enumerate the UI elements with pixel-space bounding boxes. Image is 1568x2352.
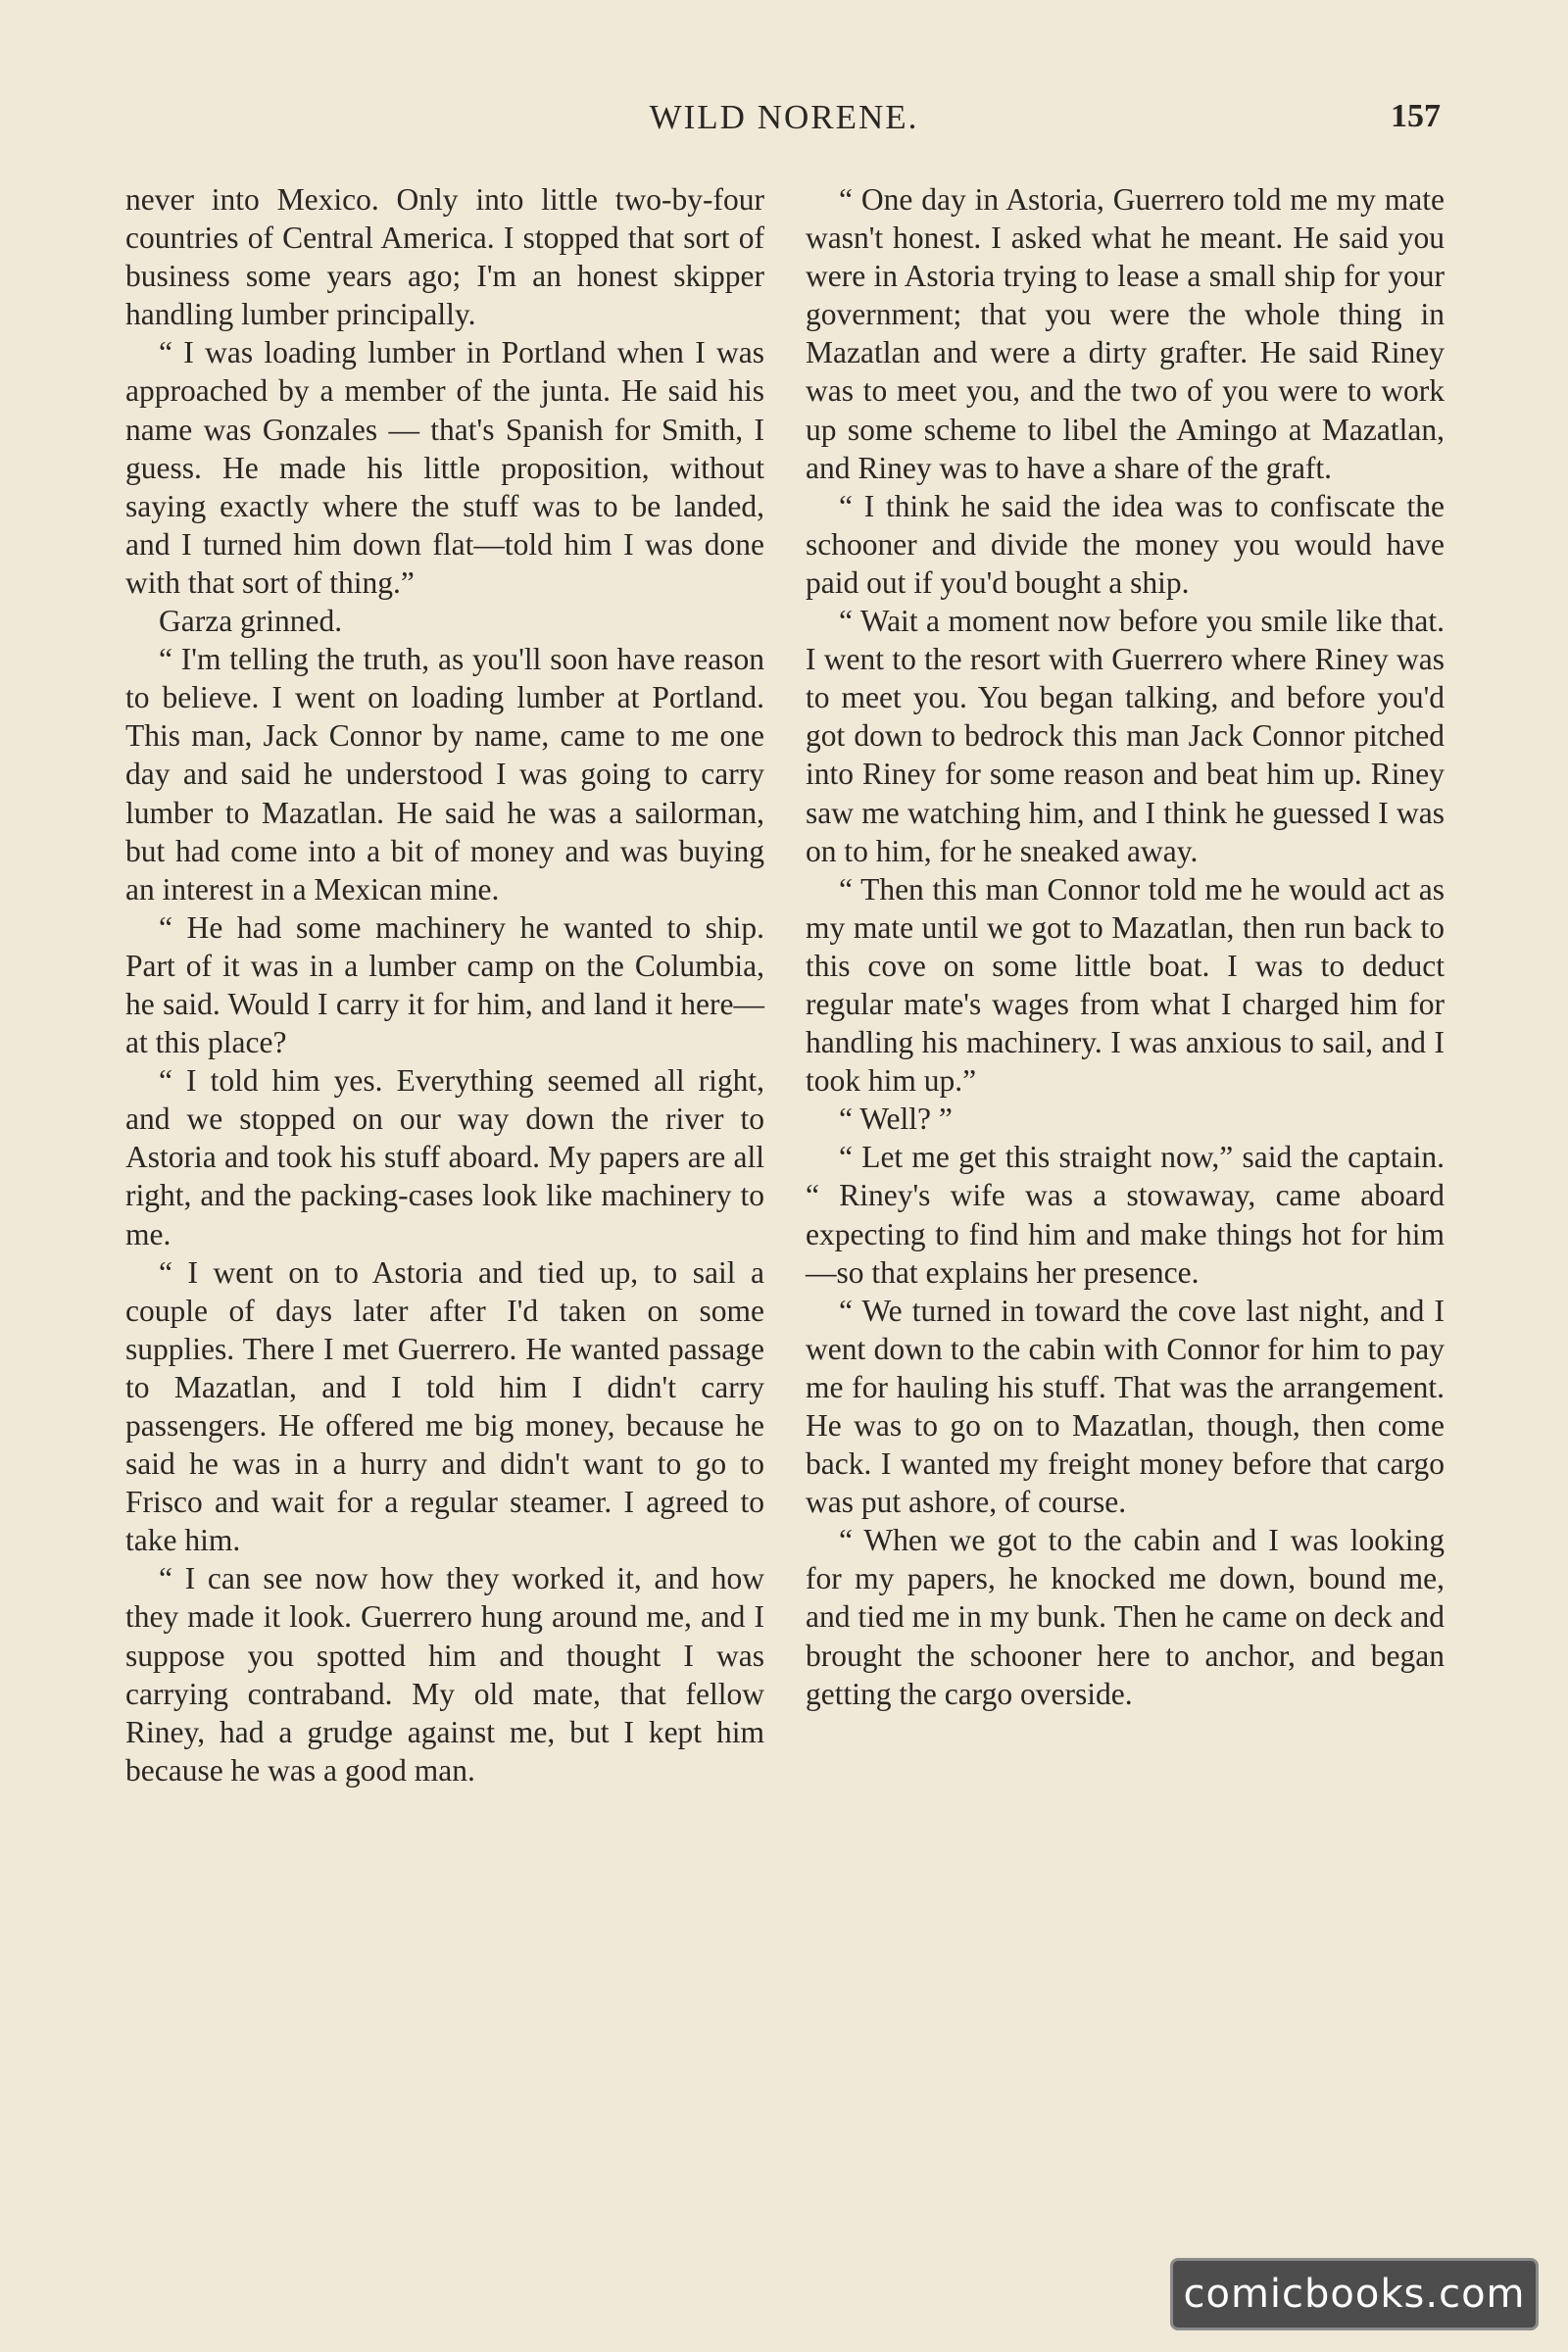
paragraph: “ Wait a moment now before you smile like that. I went to the resort with Guerrero where Riney was to meet you. You began talking, and before you'd got down to bedrock this man Jack Connor pitched into Riney for some reason and beat him up. Riney saw me watching him, and I think he guessed I was on to him, for he sneaked away.	[806, 604, 1445, 868]
page-header	[127, 98, 1441, 147]
paragraph: “ Let me get this straight now,” said the captain. “ Riney's wife was a stowaway, came aboard expecting to find him and make things hot for him —so that explains her presence.	[806, 1140, 1445, 1290]
paragraph: Garza grinned.	[159, 604, 343, 639]
watermark: comicbooks.com	[1170, 2258, 1539, 2330]
paragraph: “ When we got to the cabin and I was looking for my papers, he knocked me down, bound me, and tied me in my bunk. Then he came on deck and brought the schooner here to anchor, and began getting the cargo overside.	[806, 1523, 1445, 1711]
paragraph: “ I was loading lumber in Portland when I was approached by a member of the junta. He said his name was Gonzales — that's Spanish for Smith, I guess. He made his little proposition, without saying exactly where the stuff was to be landed, and I turned him down flat—told him I was done with that sort of thing.”	[125, 335, 764, 600]
right-column	[806, 180, 1445, 1713]
paragraph: “ I went on to Astoria and tied up, to sail a couple of days later after I'd taken on some supplies. There I met Guerrero. He wanted passage to Mazatlan, and I told him I didn't carry passengers. He offered me big money, because he said he was in a hurry and didn't want to go to Frisco and wait for a regular steamer. I agreed to take him.	[125, 1254, 764, 1558]
left-column	[125, 180, 764, 1789]
paragraph: “ Well? ”	[839, 1102, 953, 1137]
paragraph: “ I'm telling the truth, as you'll soon have reason to believe. I went on loading lumber at Portland. This man, Jack Connor by name, came to me one day and said he understood I was going to carry lumber to Mazatlan. He said he was a sailorman, but had come into a bit of money and was buying an interest in a Mexican mine.	[125, 642, 764, 906]
paragraph: never into Mexico. Only into little two-by-four countries of Central America. I stopped that sort of business some years ago; I'm an honest skipper handling lumber principally.	[125, 182, 764, 332]
paragraph: “ I told him yes. Everything seemed all right, and we stopped on our way down the river to Astoria and took his stuff aboard. My papers are all right, and the packing-cases look like machinery to me.	[125, 1063, 764, 1251]
paragraph: “ He had some machinery he wanted to ship. Part of it was in a lumber camp on the Columbia, he said. Would I carry it for him, and land it here— at this place?	[125, 909, 764, 1060]
paragraph: “ We turned in toward the cove last night, and I went down to the cabin with Connor for him to pay me for hauling his stuff. That was the arrangement. He was to go on to Mazatlan, though, then come back. I wanted my freight money before that cargo was put ashore, of course.	[806, 1293, 1445, 1520]
page-number: 157	[1391, 98, 1441, 134]
paragraph: “ Then this man Connor told me he would act as my mate until we got to Mazatlan, then run back to this cove on some little boat. I was to deduct regular mate's wages from what I charged him for handling his machinery. I was anxious to sail, and I took him up.”	[806, 871, 1445, 1099]
paragraph: “ I think he said the idea was to confiscate the schooner and divide the money you would have paid out if you'd bought a ship.	[806, 488, 1445, 600]
paragraph: “ I can see now how they worked it, and how they made it look. Guerrero hung around me, and I suppose you spotted him and thought I was carrying contraband. My old mate, that fellow Riney, had a grudge against me, but I kept him because he was a good man.	[125, 1561, 764, 1788]
running-title: WILD NORENE.	[649, 98, 919, 136]
paragraph: “ One day in Astoria, Guerrero told me my mate wasn't honest. I asked what he meant. He said you were in Astoria trying to lease a small ship for your government; that you were the whole thing in Mazatlan and were a dirty grafter. He said Riney was to meet you, and the two of you were to work up some scheme to libel the Amingo at Mazatlan, and Riney was to have a share of the graft.	[806, 182, 1445, 485]
